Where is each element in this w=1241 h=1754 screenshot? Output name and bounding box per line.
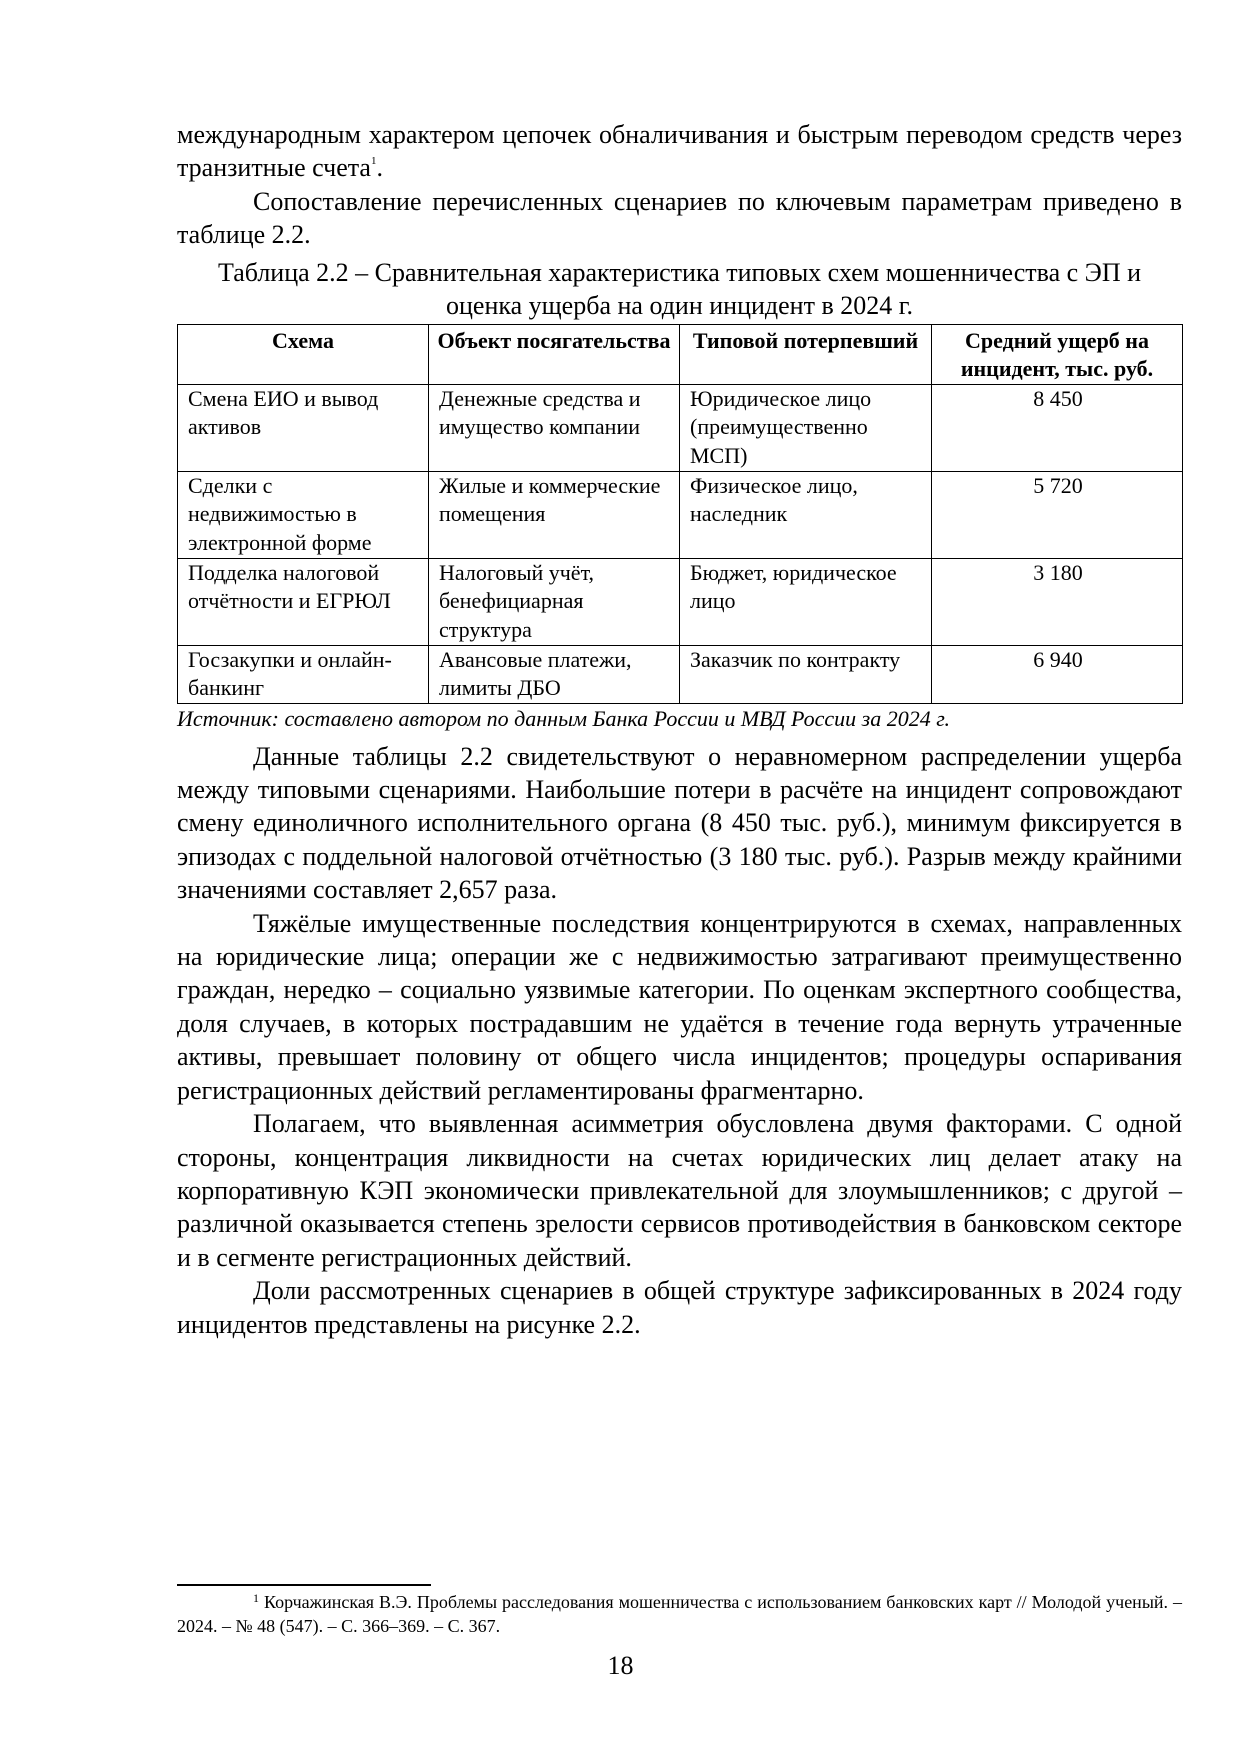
header-damage: Средний ущерб на инцидент, тыс. руб.: [932, 324, 1183, 384]
table-source: Источник: составлено автором по данным Банка России и МВД России за 2024 г.: [177, 705, 950, 731]
compare-paragraph: Сопоставление перечисленных сценариев по ключевым параметрам приведено в таблице 2.2.: [177, 186, 1182, 250]
intro-end: .: [376, 153, 383, 183]
table-row: [178, 384, 1183, 471]
cell-scheme: Госзакупки и онлайн-банкинг: [178, 645, 429, 703]
table-row: [178, 471, 1183, 558]
cell-scheme: Сделки с недвижимостью в электронной форме: [178, 471, 429, 558]
body-paragraph: Данные таблицы 2.2 свидетельствуют о неравномерном распределении ущерба между типовыми сценариями. Наибольшие потери в расчёте на инцидент сопровождают смену единоличного исполнительного органа (8 450 тыс. руб.), минимум фиксируется в эпизодах с поддельной налоговой отчётностью (3 180 тыс. руб.). Разрыв между крайними значениями составляет 2,657 раза.: [177, 741, 1182, 905]
header-object: Объект посягательства: [429, 324, 680, 384]
cell-damage: 5 720: [932, 471, 1183, 558]
cell-damage: 8 450: [932, 384, 1183, 471]
body-paragraph: Тяжёлые имущественные последствия концентрируются в схемах, направленных на юридические лица; операции же с недвижимостью затрагивают преимущественно граждан, нередко – социально уязвимые категории. По оценкам экспертного сообщества, доля случаев, в которых пострадавшим не удаётся в течение года вернуть утраченные активы, превышает половину от общего числа инцидентов; процедуры оспаривания регистрационных действий регламентированы фрагментарно.: [177, 908, 1182, 1105]
cell-object: Налоговый учёт, бенефициарная структура: [429, 558, 680, 645]
cell-victim: Физическое лицо, наследник: [680, 471, 932, 558]
document-page: [177, 118, 1182, 1341]
cell-victim: Бюджет, юридическое лицо: [680, 558, 932, 645]
page-number: 18: [607, 1651, 634, 1680]
footnote-separator: [177, 1584, 431, 1586]
table-header-row: [178, 324, 1183, 384]
header-scheme: Схема: [178, 324, 429, 384]
cell-scheme: Подделка налоговой отчётности и ЕГРЮЛ: [178, 558, 429, 645]
intro-paragraph: [177, 118, 1182, 185]
body-paragraph: Полагаем, что выявленная асимметрия обусловлена двумя факторами. С одной стороны, концентрация ликвидности на счетах юридических лиц делает атаку на корпоративную КЭП экономически привлекательной для злоумышленников; с другой – различной оказывается степень зрелости сервисов противодействия в банковском секторе и в сегменте регистрационных действий.: [177, 1109, 1182, 1272]
footnote-mark: 1: [253, 1591, 259, 1605]
cell-victim: Заказчик по контракту: [680, 645, 932, 703]
intro-text: международным характером цепочек обналичивания и быстрым переводом средств через транзитные счета: [177, 120, 1182, 183]
table-row: [178, 558, 1183, 645]
header-victim: Типовой потерпевший: [680, 324, 932, 384]
footnote-text: Корчажинская В.Э. Проблемы расследования мошенничества с использованием банковских карт // Молодой ученый. – 2024. – № 48 (547). – С. 366–369. – С. 367.: [177, 1592, 1182, 1636]
cell-scheme: Смена ЕИО и вывод активов: [178, 384, 429, 471]
table-row: [178, 645, 1183, 703]
cell-object: Денежные средства и имущество компании: [429, 384, 680, 471]
comparison-table: [177, 324, 1183, 704]
cell-damage: 3 180: [932, 558, 1183, 645]
footnote: [177, 1590, 1182, 1638]
body-paragraph: Доли рассмотренных сценариев в общей структуре зафиксированных в 2024 году инцидентов представлены на рисунке 2.2.: [177, 1276, 1182, 1339]
cell-victim: Юридическое лицо (преимущественно МСП): [680, 384, 932, 471]
cell-object: Жилые и коммерческие помещения: [429, 471, 680, 558]
table-caption: Таблица 2.2 – Сравнительная характеристика типовых схем мошенничества с ЭП и оценка ущерба на один инцидент в 2024 г.: [217, 257, 1142, 320]
cell-damage: 6 940: [932, 645, 1183, 703]
footnote-reference[interactable]: 1: [370, 155, 377, 168]
cell-object: Авансовые платежи, лимиты ДБО: [429, 645, 680, 703]
